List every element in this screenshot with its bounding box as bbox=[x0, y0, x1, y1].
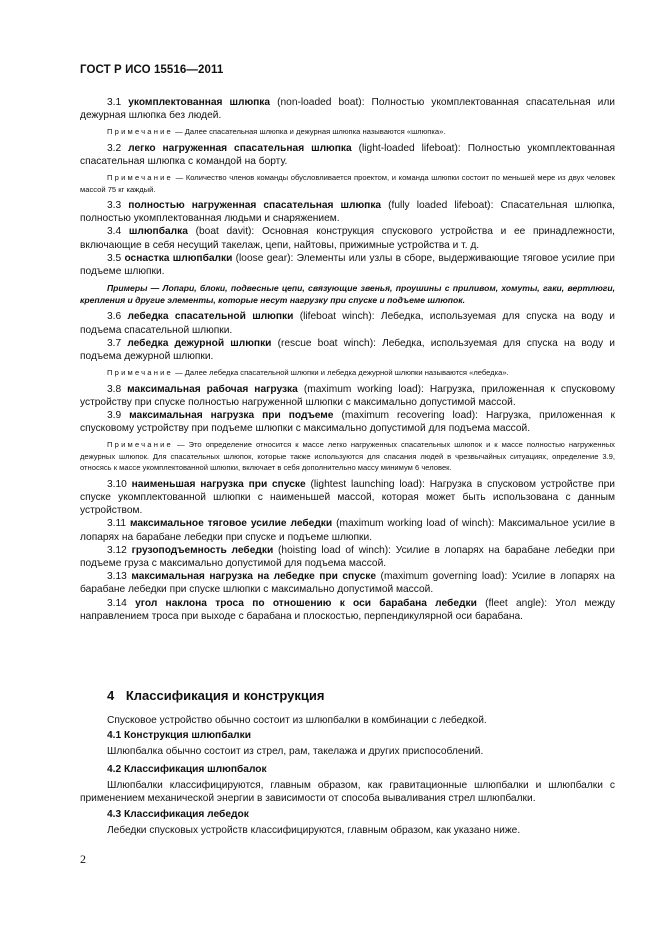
section-heading bbox=[107, 688, 324, 703]
definition-english: (rescue boat winch): bbox=[277, 337, 376, 349]
definition-term: грузоподъемность лебедки bbox=[131, 544, 274, 556]
definition-paragraph bbox=[80, 597, 615, 623]
definition-term: оснастка шлюпбалки bbox=[124, 252, 233, 264]
definition-number: 3.1 bbox=[107, 97, 122, 108]
definition-paragraph bbox=[80, 409, 615, 435]
definition-paragraph bbox=[80, 517, 615, 543]
definition-paragraph bbox=[80, 225, 615, 251]
section-intro: Спусковое устройство обычно состоит из шлюпбалки в комбинации с лебедкой. bbox=[107, 715, 487, 726]
definition-english: (maximum working load): bbox=[303, 383, 424, 395]
note-label: Примечание bbox=[107, 127, 173, 137]
definition-paragraph bbox=[80, 96, 615, 122]
note-paragraph bbox=[80, 172, 615, 195]
definition-english: (lightest launching load): bbox=[310, 478, 425, 490]
subsection-4-1-text: Шлюпбалка обычно состоит из стрел, рам, такелажа и других приспособлений. bbox=[107, 746, 484, 758]
definition-term: максимальное тяговое усилие лебедки bbox=[129, 518, 333, 530]
definition-paragraph bbox=[80, 310, 615, 336]
note-label: Примечание bbox=[107, 440, 173, 450]
definition-paragraph bbox=[80, 252, 615, 278]
definition-term: максимальная нагрузка при подъеме bbox=[129, 410, 334, 422]
section-body bbox=[80, 714, 615, 838]
definition-term: легко нагруженная спасательная шлюпка bbox=[128, 142, 352, 154]
note-text: — Далее лебедка спасательной шлюпки и лебедка дежурной шлюпки называются «лебедка». bbox=[175, 368, 509, 378]
definition-term: максимальная нагрузка на лебедке при спуске bbox=[131, 571, 377, 583]
note-label: Примечание bbox=[107, 173, 173, 183]
definition-text: Угол между направлением троса при выходе с барабана и плоскостью, перпендикулярной оси барабана. bbox=[80, 597, 615, 622]
definition-term: наименьшая нагрузка при спуске bbox=[131, 478, 306, 490]
definitions-list bbox=[80, 96, 615, 623]
definition-paragraph bbox=[80, 478, 615, 518]
definition-english: (maximum working load of winch): bbox=[336, 518, 495, 530]
definition-number: 3.12 bbox=[107, 544, 127, 556]
definition-text: Полностью укомплектованная спасательная шлюпка с командой на борту. bbox=[80, 142, 615, 168]
definition-text: Максимальное усилие в лопарях на барабане лебедки при спуске и подъеме шлюпки. bbox=[80, 518, 615, 543]
definition-term: полностью нагруженная спасательная шлюпка bbox=[128, 200, 382, 212]
note-text: — Количество членов команды обусловливается проектом, и команда шлюпки состоит по меньшей мере из двух человек массой 75 кг каждый. bbox=[80, 173, 615, 194]
definition-number: 3.14 bbox=[107, 597, 127, 609]
definition-english: (maximum recovering load): bbox=[341, 410, 478, 422]
definition-english: (fully loaded lifeboat): bbox=[388, 200, 494, 212]
definition-term: шлюпбалка bbox=[128, 226, 188, 238]
definition-text: Спасательная шлюпка, полностью укомплектованная людьми и снаряжением. bbox=[80, 200, 615, 225]
definition-text: Лебедка, используемая для спуска на воду и подъема спасательной шлюпки. bbox=[80, 311, 615, 336]
definition-number: 3.13 bbox=[107, 571, 127, 583]
definition-english: (maximum governing load): bbox=[380, 571, 508, 583]
definition-text: Основная конструкция спускового устройства и ее принадлежности, включающие в себя несущий такелаж, цепи, найтовы, прижимные устройства и т. д. bbox=[80, 226, 615, 251]
definition-text: Усилие в лопарях на барабане лебедки при спуске шлюпки с максимально допустимой массой. bbox=[80, 571, 615, 596]
subsection-4-2-text: Шлюпбалки классифицируются, главным образом, как гравитационные шлюпбалки и шлюпбалки с применением механической энергии в зависимости от способа вываливания стрел шлюпбалки. bbox=[80, 779, 615, 805]
definition-number: 3.5 bbox=[107, 252, 122, 264]
definition-english: (fleet angle): bbox=[485, 597, 548, 609]
definition-number: 3.8 bbox=[107, 383, 122, 395]
definition-number: 3.2 bbox=[107, 142, 122, 154]
definition-text: Нагрузка в спусковом устройстве при спуске укомплектованной шлюпки с наименьшей массой, которая может быть использована с данным устройством. bbox=[80, 478, 615, 517]
definition-text: Полностью укомплектованная спасательная или дежурная шлюпка без людей. bbox=[80, 97, 615, 122]
section-title: Классификация и конструкция bbox=[125, 688, 325, 703]
definition-number: 3.9 bbox=[107, 410, 122, 422]
example-paragraph: Примеры — Лопари, блоки, подвесные цепи, связующие звенья, проушины с приливом, хомуты, гаки, вертлюги, крепления и другие элементы, которые несут нагрузку при спуске и подъеме шлюпок. bbox=[80, 283, 615, 305]
definition-term: лебедка дежурной шлюпки bbox=[127, 337, 272, 349]
definition-english: (loose gear): bbox=[235, 252, 294, 264]
page-header: ГОСТ Р ИСО 15516—2011 bbox=[80, 64, 224, 76]
definition-text: Нагрузка, приложенная к спусковому устройству при спуске полностью нагруженной шлюпки с максимально допустимой массой. bbox=[80, 383, 615, 408]
definition-english: (boat davit): bbox=[195, 226, 255, 238]
definition-term: угол наклона троса по отношению к оси барабана лебедки bbox=[135, 597, 477, 609]
definition-text: Лебедка, используемая для спуска на воду и подъема дежурной шлюпки. bbox=[80, 337, 615, 363]
definition-number: 3.4 bbox=[107, 226, 122, 238]
definition-english: (non-loaded boat): bbox=[277, 97, 365, 108]
subsection-4-2-title: 4.2 Классификация шлюпбалок bbox=[107, 763, 267, 775]
note-paragraph bbox=[80, 126, 615, 137]
note-label: Примечание bbox=[107, 368, 173, 378]
definition-paragraph bbox=[80, 383, 615, 409]
definition-paragraph bbox=[80, 199, 615, 225]
definition-number: 3.7 bbox=[107, 337, 122, 349]
definition-number: 3.3 bbox=[107, 200, 122, 212]
definition-english: (hoisting load of winch): bbox=[278, 544, 391, 556]
note-text: — Далее спасательная шлюпка и дежурная шлюпка называются «шлюпка». bbox=[175, 127, 446, 137]
definition-english: (lifeboat winch): bbox=[299, 311, 375, 323]
page-number: 2 bbox=[80, 852, 86, 866]
note-text: — Это определение относится к массе легко нагруженных спасательных шлюпок и к массе полностью нагруженных дежурных шлюпок. Для спасательных шлюпок, которые также используются для спасания людей в чрезвычайных ситуациях, определение 3.9, относясь к массе укомплектованной шлюпки, включает в себя дополнительно массу минимум 6 человек. bbox=[80, 440, 615, 473]
note-paragraph bbox=[80, 367, 615, 378]
definition-paragraph bbox=[80, 142, 615, 168]
definition-term: максимальная рабочая нагрузка bbox=[127, 383, 298, 395]
definition-number: 3.11 bbox=[107, 518, 127, 530]
definition-text: Нагрузка, приложенная к спусковому устройству при подъеме шлюпки с максимально допустимой для подъема массой. bbox=[80, 410, 616, 435]
subsection-4-3-title: 4.3 Классификация лебедок bbox=[107, 809, 249, 821]
definition-text: Элементы или узлы в сборе, выдерживающие тяговое усилие при подъеме шлюпки. bbox=[80, 252, 615, 278]
definition-term: укомплектованная шлюпка bbox=[128, 97, 271, 108]
definition-english: (light-loaded lifeboat): bbox=[358, 142, 461, 154]
subsection-4-3-text: Лебедки спусковых устройств классифицируются, главным образом, как указано ниже. bbox=[107, 825, 521, 837]
note-paragraph bbox=[80, 439, 615, 473]
definition-paragraph bbox=[80, 337, 615, 363]
definition-paragraph bbox=[80, 544, 615, 570]
subsection-4-1-title: 4.1 Конструкция шлюпбалки bbox=[107, 730, 252, 742]
definition-number: 3.6 bbox=[107, 311, 122, 323]
definition-number: 3.10 bbox=[107, 478, 127, 490]
definition-term: лебедка спасательной шлюпки bbox=[127, 311, 294, 323]
section-number: 4 bbox=[107, 688, 115, 703]
definition-text: Усилие в лопарях на барабане лебедки при подъеме груза с максимально допустимой для подъема массой. bbox=[80, 544, 615, 569]
definition-paragraph bbox=[80, 570, 615, 596]
